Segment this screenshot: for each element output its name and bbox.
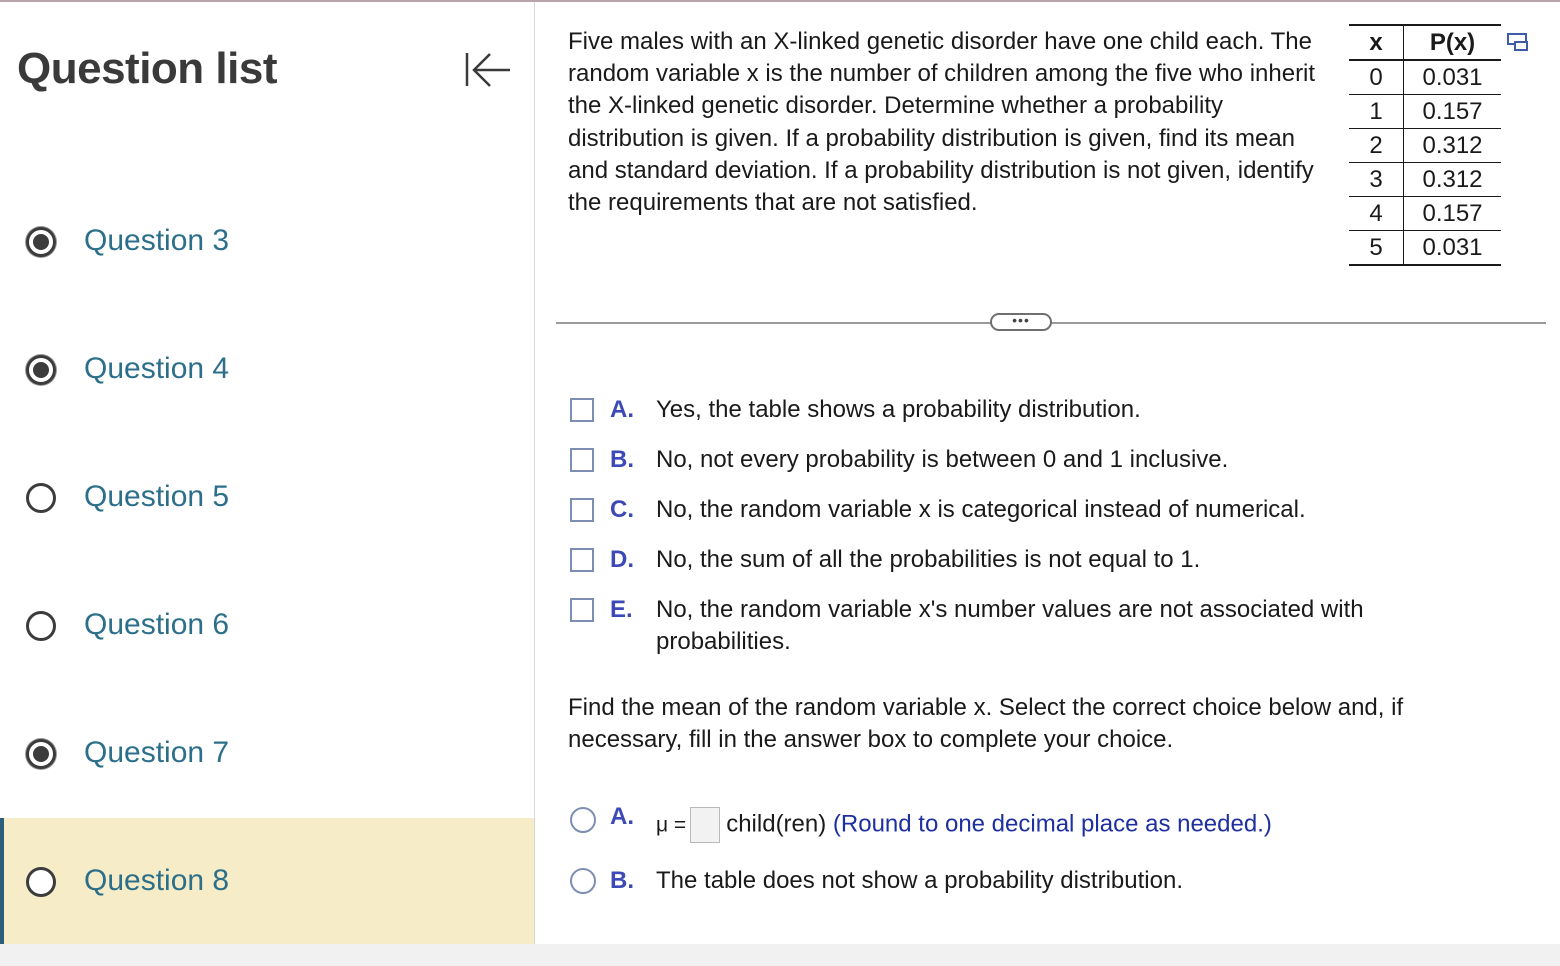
checkbox[interactable] <box>570 498 594 522</box>
table-header-x: x <box>1349 25 1404 60</box>
option-text: Yes, the table shows a probability distribution. <box>656 396 1141 423</box>
option-letter: E. <box>610 596 633 623</box>
option-letter: B. <box>610 867 634 894</box>
table-row <box>1349 163 1501 197</box>
mu-equals-label: μ = <box>656 813 687 837</box>
answered-status-icon <box>26 227 56 257</box>
answered-status-icon <box>26 739 56 769</box>
rounding-hint: (Round to one decimal place as needed.) <box>832 810 1272 838</box>
answered-status-icon <box>26 355 56 385</box>
option-text: The table does not show a probability distribution. <box>656 867 1183 894</box>
option-letter: B. <box>610 446 634 473</box>
unanswered-status-icon <box>26 867 56 897</box>
radio-button[interactable] <box>570 868 596 894</box>
sidebar-item-question-6[interactable] <box>0 566 534 686</box>
question-label: Question 7 <box>84 736 230 769</box>
unanswered-status-icon <box>26 483 56 513</box>
sidebar-item-question-4[interactable] <box>0 310 534 430</box>
sidebar-item-question-7[interactable] <box>0 694 534 814</box>
question-label: Question 6 <box>84 608 230 641</box>
option-letter: A. <box>610 803 634 830</box>
table-header-px: P(x) <box>1404 25 1502 60</box>
option-text: No, not every probability is between 0 and 1 inclusive. <box>656 446 1229 473</box>
option-text: No, the sum of all the probabilities is not equal to 1. <box>656 546 1201 573</box>
mean-answer-line <box>656 807 1456 843</box>
sidebar-item-question-8[interactable] <box>0 818 534 944</box>
checkbox[interactable] <box>570 448 594 472</box>
table-cell-x: 1 <box>1349 95 1404 129</box>
table-row <box>1349 197 1501 231</box>
question-label: Question 4 <box>84 352 230 385</box>
checkbox[interactable] <box>570 598 594 622</box>
copy-table-button[interactable] <box>1506 31 1532 53</box>
table-cell-px: 0.312 <box>1404 129 1502 163</box>
sidebar-title: Question list <box>17 44 277 93</box>
table-row <box>1349 95 1501 129</box>
table-cell-px: 0.157 <box>1404 95 1502 129</box>
question-label: Question 8 <box>84 864 230 897</box>
table-cell-x: 5 <box>1349 231 1404 266</box>
option-text: No, the random variable x is categorical instead of numerical. <box>656 496 1306 523</box>
option-text: No, the random variable x's number values are not associated with probabilities. <box>656 596 1364 655</box>
units-label: child(ren) <box>726 810 827 838</box>
copy-icon <box>1506 31 1532 53</box>
option-letter: C. <box>610 496 634 523</box>
option-letter: D. <box>610 546 634 573</box>
unanswered-status-icon <box>26 611 56 641</box>
table-cell-x: 4 <box>1349 197 1404 231</box>
table-header-row <box>1349 25 1501 60</box>
question-label: Question 5 <box>84 480 230 513</box>
mean-answer-input[interactable] <box>690 807 720 843</box>
checkbox[interactable] <box>570 398 594 422</box>
checkbox[interactable] <box>570 548 594 572</box>
table-row <box>1349 231 1501 266</box>
table-row <box>1349 129 1501 163</box>
table-cell-px: 0.157 <box>1404 197 1502 231</box>
table-row <box>1349 60 1501 95</box>
table-cell-px: 0.031 <box>1404 60 1502 95</box>
table-cell-x: 3 <box>1349 163 1404 197</box>
option-letter: A. <box>610 396 634 423</box>
question-text: Five males with an X-linked genetic disorder have one child each. The random variable x is the number of children among the five who inherit the X-linked genetic disorder. Determine whether a probability distribution is given. If a probability distribution is given, find its mean and standard deviation. If a probability distribution is not given, identify the requirements that are not satisfied. <box>568 28 1316 217</box>
probability-table <box>1349 24 1501 266</box>
bottom-bar <box>0 944 1560 966</box>
radio-button[interactable] <box>570 807 596 833</box>
table-cell-x: 0 <box>1349 60 1404 95</box>
question-label: Question 3 <box>84 224 230 257</box>
collapse-sidebar-button[interactable] <box>462 50 514 90</box>
table-cell-px: 0.312 <box>1404 163 1502 197</box>
table-cell-px: 0.031 <box>1404 231 1502 266</box>
sidebar-item-question-3[interactable] <box>0 182 534 302</box>
collapse-left-icon <box>462 50 514 90</box>
expand-more-button[interactable]: ••• <box>990 313 1052 331</box>
part2-question-text: Find the mean of the random variable x. Select the correct choice below and, if necessary, fill in the answer box to complete your choice. <box>568 694 1404 753</box>
table-cell-x: 2 <box>1349 129 1404 163</box>
question-list-sidebar <box>0 2 535 944</box>
mean-choice-a[interactable] <box>570 803 1470 843</box>
sidebar-item-question-5[interactable] <box>0 438 534 558</box>
